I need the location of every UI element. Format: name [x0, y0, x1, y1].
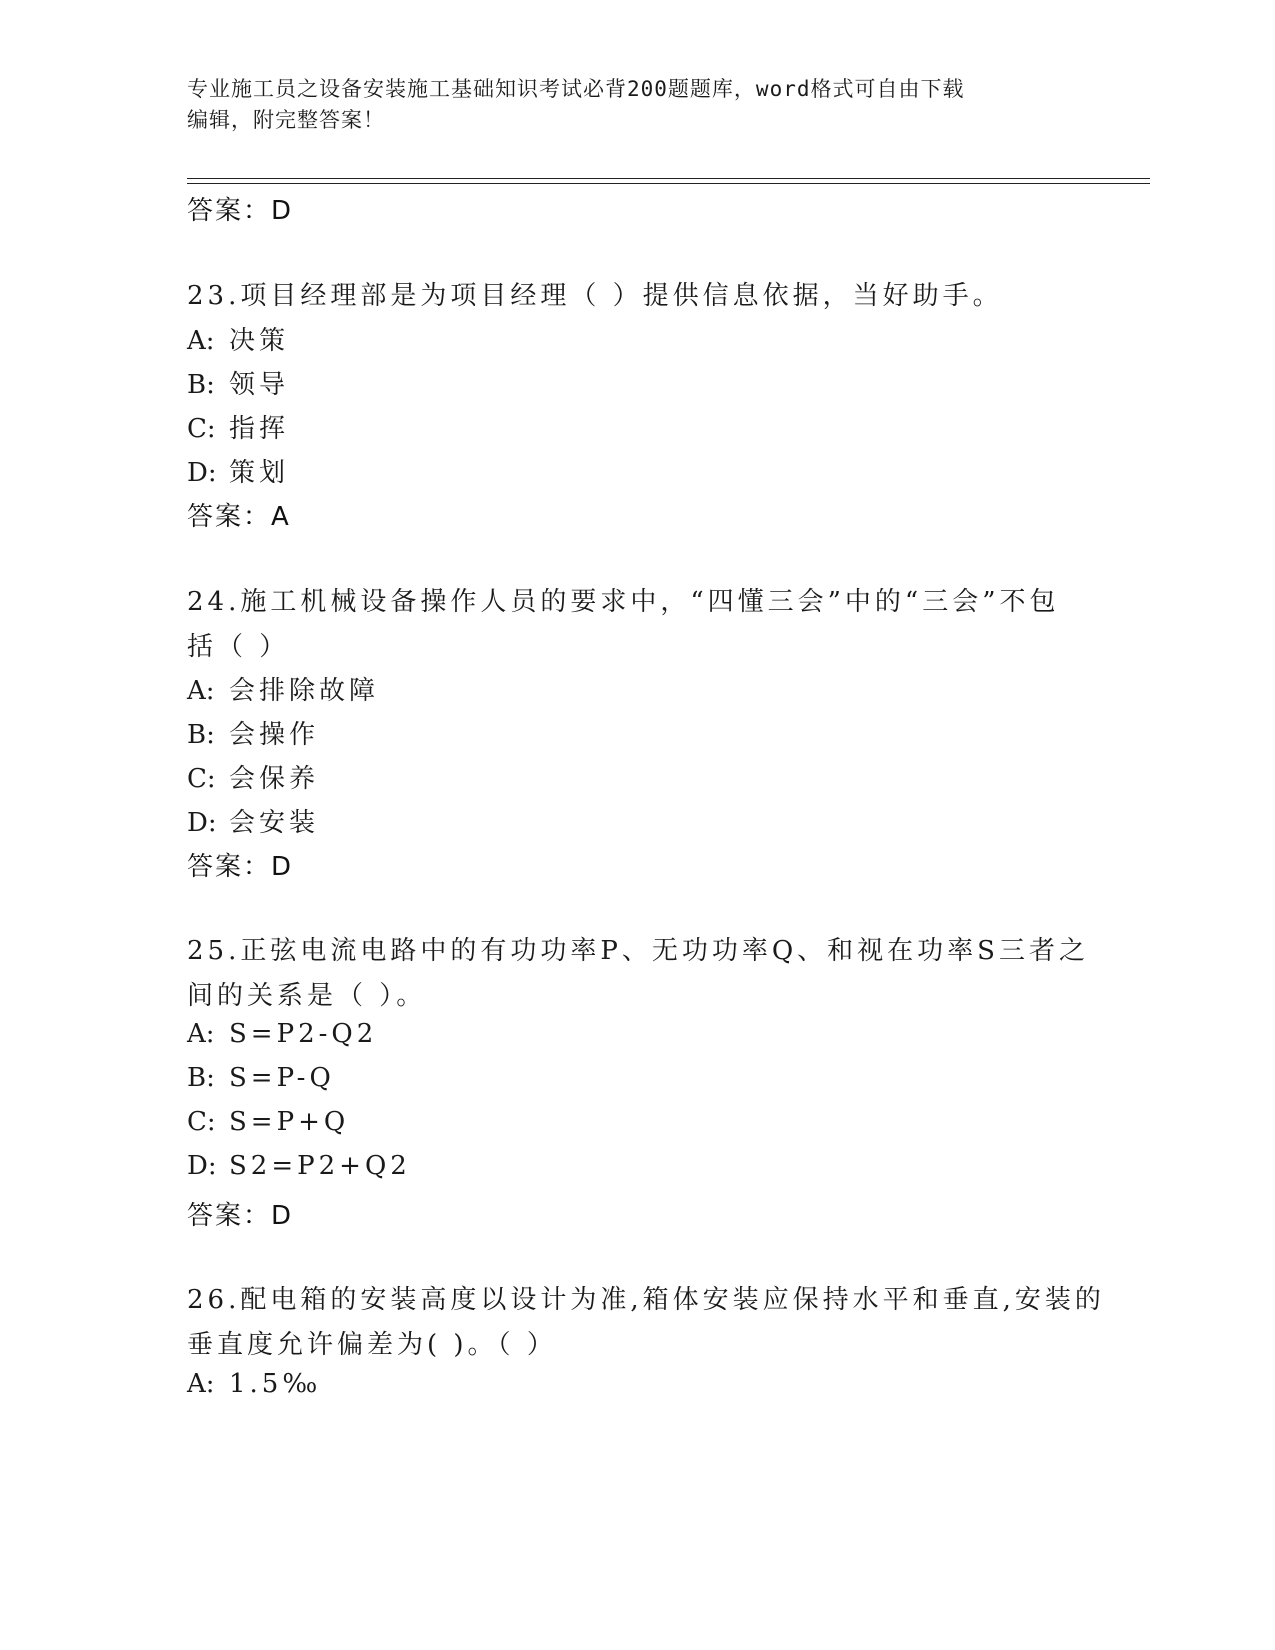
question-24-stem-line-2: 括（ ） — [187, 632, 290, 662]
question-26-stem-line-2: 垂直度允许偏差为( )。（ ） — [187, 1330, 557, 1360]
question-23-option-a — [187, 320, 289, 357]
option-text: S=P2-Q2 — [229, 1019, 378, 1049]
option-text: 会排除故障 — [229, 676, 380, 706]
option-letter: A: — [187, 676, 215, 706]
question-23-stem: 23.项目经理部是为项目经理（ ）提供信息依据，当好助手。 — [187, 281, 1003, 311]
option-text: S=P+Q — [229, 1107, 350, 1137]
question-23-option-b — [187, 364, 289, 401]
question-23-option-d — [187, 452, 289, 489]
answer-24: 答案：D — [187, 852, 294, 882]
option-text: 决策 — [229, 326, 290, 356]
question-25-option-b — [187, 1063, 335, 1093]
option-letter: D: — [187, 808, 217, 838]
option-letter: A: — [187, 326, 215, 356]
option-letter: C: — [187, 414, 216, 444]
question-25-stem-line-1: 25.正弦电流电路中的有功功率P、无功功率Q、和视在功率S三者之 — [187, 936, 1089, 966]
question-24-option-d — [187, 802, 319, 839]
header-divider-bottom — [187, 183, 1150, 184]
header-line-1: 专业施工员之设备安装施工基础知识考试必背200题题库，word格式可自由下载 — [187, 77, 965, 101]
question-23-option-c — [187, 408, 289, 445]
question-24-option-c — [187, 758, 319, 795]
answer-25: 答案：D — [187, 1201, 294, 1231]
question-25-option-a — [187, 1019, 377, 1049]
question-25-option-d — [187, 1151, 411, 1181]
option-letter: B: — [187, 1063, 215, 1093]
option-letter: B: — [187, 370, 215, 400]
option-letter: B: — [187, 720, 215, 750]
question-24-option-b — [187, 714, 319, 751]
option-text: S2=P2+Q2 — [229, 1151, 411, 1181]
option-letter: C: — [187, 764, 216, 794]
option-text: S=P-Q — [229, 1063, 335, 1093]
question-26-option-a — [187, 1369, 321, 1399]
option-letter: D: — [187, 1151, 217, 1181]
option-text: 指挥 — [229, 414, 290, 444]
question-25-stem-line-2: 间的关系是（ ）。 — [187, 981, 427, 1011]
option-text: 会保养 — [229, 764, 320, 794]
option-letter: A: — [187, 1369, 215, 1399]
header-line-2: 编辑，附完整答案！ — [187, 108, 385, 132]
option-text: 领导 — [229, 370, 290, 400]
question-25-option-c — [187, 1107, 349, 1137]
option-letter: D: — [187, 458, 217, 488]
option-letter: A: — [187, 1019, 215, 1049]
answer-22: 答案：D — [187, 196, 294, 226]
question-26-stem-line-1: 26.配电箱的安装高度以设计为准,箱体安装应保持水平和垂直,安装的 — [187, 1285, 1105, 1315]
option-text: 1.5‰ — [229, 1369, 322, 1399]
document-header — [187, 74, 1067, 136]
header-divider-top — [187, 178, 1150, 179]
question-24-stem-line-1: 24.施工机械设备操作人员的要求中，“四懂三会”中的“三会”不包 — [187, 587, 1060, 617]
answer-23: 答案：A — [187, 502, 291, 532]
option-text: 会操作 — [229, 720, 320, 750]
question-24-option-a — [187, 670, 379, 707]
option-text: 会安装 — [229, 808, 320, 838]
option-text: 策划 — [229, 458, 290, 488]
option-letter: C: — [187, 1107, 216, 1137]
